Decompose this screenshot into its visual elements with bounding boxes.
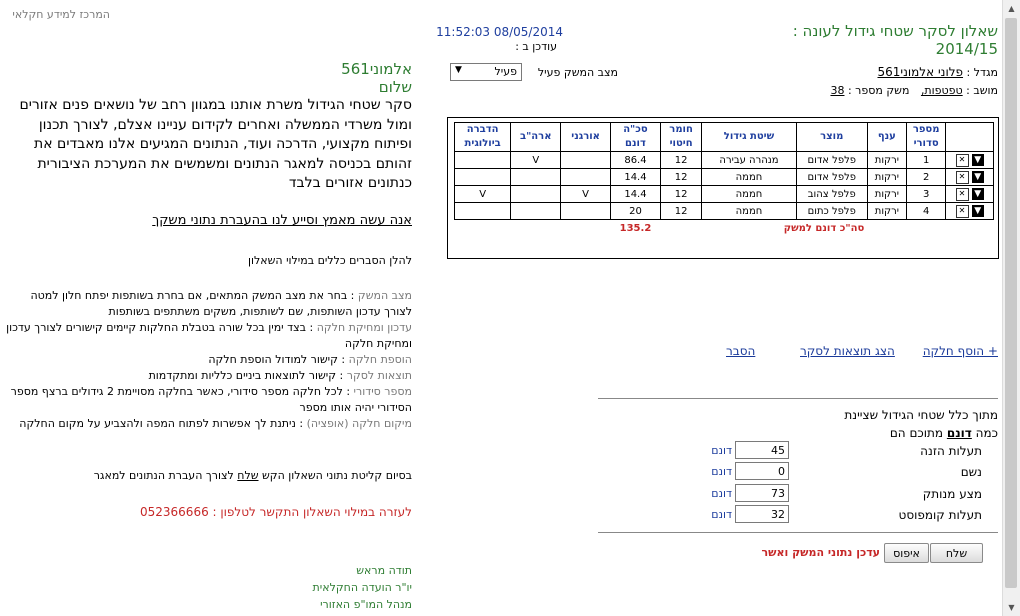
explanation-text: : קישור לתוצאות ביניים כלליות ומתקדמות	[148, 369, 347, 382]
moshav-row	[758, 84, 998, 97]
edit-icon[interactable]: ▼	[972, 154, 984, 166]
summary-item-unit: דונם	[711, 487, 732, 500]
greeting: אלמוני561 שלום	[341, 60, 412, 96]
cell-serial: 1	[907, 152, 946, 169]
cell-product: פלפל כתום	[796, 203, 867, 220]
row-actions	[946, 152, 994, 169]
explanation-text: : בצד ימין בכל שורה בטבלת החלקות קיימים קישורים לצורך עדכון ומחיקת חלקה	[6, 321, 412, 350]
plots-table-frame	[447, 117, 999, 259]
cell-total: 86.4	[611, 152, 661, 169]
moshav-name: טפטפות,	[920, 84, 963, 97]
cell-total: 14.4	[611, 169, 661, 186]
add-plot-link[interactable]: + הוסף חלקה	[922, 344, 998, 358]
cell-serial: 4	[907, 203, 946, 220]
explanation-item	[4, 288, 412, 320]
farm-number: 38	[830, 84, 845, 97]
send-note-pre: בסיום קליטת נתוני השאלון הקש	[258, 469, 412, 482]
delete-icon[interactable]: ✕	[956, 205, 969, 218]
summary-item-label: נשם	[960, 465, 982, 479]
send-note	[4, 469, 412, 482]
signature	[200, 562, 412, 613]
cell-organic	[561, 152, 611, 169]
col-usa: ארה"ב	[511, 123, 561, 152]
cell-usa	[511, 203, 561, 220]
explanation-term: מספר סידורי	[353, 385, 412, 398]
cell-usa	[511, 169, 561, 186]
edit-icon[interactable]: ▼	[972, 188, 984, 200]
farm-status-select[interactable]	[450, 63, 522, 81]
explanation-item	[4, 384, 412, 416]
summary-item-label: תעלות קומפוסט	[898, 508, 982, 522]
cell-method: חממה	[702, 169, 796, 186]
appeal-text: אנה עשה מאמץ וסייע לנו בהעברת נתוני משקך	[152, 213, 412, 228]
col-product: מוצר	[796, 123, 867, 152]
last-updated-value: 11:52:03 08/05/2014	[436, 25, 563, 39]
table-header-row	[455, 123, 994, 152]
org-name: המרכז למידע חקלאי	[12, 8, 110, 21]
col-total: סכ"ה דונם	[611, 123, 661, 152]
summary-line2	[798, 426, 998, 440]
send-note-link: שלח	[237, 469, 259, 482]
reset-button[interactable]: איפוס	[884, 543, 929, 563]
summary-item-label: תעלות הזנה	[920, 444, 982, 458]
summary-line2-bold: דונם	[946, 426, 972, 440]
intro-text: סקר שטחי הגידול משרת אותנו במגוון רחב של נושאים פנים אזורים ומול משרדי הממשלה ואחרים לקידום עניינו אצלם, לצורך תכנון ופיתוח מקצועי, הדרכה ועוד, הנתונים המגיעים אלנו מאבדים את זהותם בכניסה למאגר הנתונים ומשמשים את המערכת הציבורית כנתונים אזורים בלבד	[19, 97, 412, 191]
scroll-thumb[interactable]	[1005, 18, 1017, 588]
cell-bio	[455, 152, 511, 169]
cell-branch: ירקות	[867, 152, 906, 169]
cell-method: חממה	[702, 186, 796, 203]
col-disinfect: חומר חיטוי	[660, 123, 701, 152]
cell-disinfect: 12	[660, 186, 701, 203]
update-note: עדכן נתוני המשק ואשר	[761, 546, 880, 559]
cell-bio	[455, 169, 511, 186]
explanation-item	[4, 416, 412, 432]
table-row	[455, 169, 994, 186]
divider-top	[598, 398, 998, 399]
last-updated-label: עודכן ב :	[515, 40, 557, 53]
row-actions	[946, 203, 994, 220]
scroll-up-icon[interactable]: ▲	[1008, 4, 1015, 13]
summary-line2-post: מתוכם הם	[889, 426, 947, 440]
explain-title: להלן הסברים כללים במילוי השאלון	[248, 254, 412, 267]
grower-row	[838, 65, 998, 79]
summary-item-label: מצע מנותק	[922, 487, 982, 501]
table-row	[455, 152, 994, 169]
signature-line: מנהל המו"פ האזורי	[320, 598, 412, 611]
col-method: שיטת גידול	[702, 123, 796, 152]
delete-icon[interactable]: ✕	[956, 154, 969, 167]
cell-usa: V	[511, 152, 561, 169]
scroll-down-icon[interactable]: ▼	[1008, 603, 1015, 612]
explain-link[interactable]: הסבר	[726, 344, 756, 358]
cell-organic: V	[561, 186, 611, 203]
farm-status-label: מצב המשק פעיל	[537, 66, 618, 79]
col-serial: מספר סדורי	[907, 123, 946, 152]
explanation-text: : קישור למודול הוספת חלקה	[208, 353, 349, 366]
explanation-text: : לכל חלקה מספר סידורי, כאשר בחלקה מסויימת 2 גידולים ברצף מספר הסידורי יהיה אותו מספר	[10, 385, 412, 414]
explanation-term: הוספת חלקה	[348, 353, 412, 366]
explanations-list	[4, 288, 412, 432]
summary-item-unit: דונם	[711, 465, 732, 478]
chevron-down-icon: ▼	[455, 65, 462, 75]
summary-item-unit: דונם	[711, 444, 732, 457]
summary-item-input[interactable]: 73	[735, 484, 789, 502]
cell-usa	[511, 186, 561, 203]
cell-disinfect: 12	[660, 203, 701, 220]
send-button[interactable]: שלח	[930, 543, 983, 563]
grower-label: מגדל :	[966, 66, 998, 79]
farm-status-value: פעיל	[494, 65, 517, 78]
cell-method: מנהרה עבירה	[702, 152, 796, 169]
help-phone: לעזרה במילוי השאלון התקשר לטלפון : 052366666	[140, 505, 412, 519]
moshav-label: מושב :	[966, 84, 998, 97]
cell-disinfect: 12	[660, 169, 701, 186]
cell-branch: ירקות	[867, 186, 906, 203]
table-total-row	[455, 220, 994, 237]
divider-bottom	[598, 532, 998, 533]
cell-disinfect: 12	[660, 152, 701, 169]
col-organic: אורגני	[561, 123, 611, 152]
explanation-item	[4, 352, 412, 368]
table-row	[455, 203, 994, 220]
summary-line2-pre: כמה	[971, 426, 998, 440]
show-results-link[interactable]: הצג תוצאות לסקר	[800, 344, 895, 358]
col-branch: ענף	[867, 123, 906, 152]
summary-line1: מתוך כלל שטחי הגידול שציינת	[844, 408, 998, 422]
explanation-text: : ניתנת לך אפשרות לפתוח המפה ולהצביע על מקום החלקה	[19, 417, 307, 430]
cell-organic	[561, 203, 611, 220]
cell-serial: 3	[907, 186, 946, 203]
summary-item-input[interactable]: 32	[735, 505, 789, 523]
edit-icon[interactable]: ▼	[972, 205, 984, 217]
summary-item-input[interactable]: 0	[735, 462, 789, 480]
cell-method: חממה	[702, 203, 796, 220]
explanation-term: מיקום חלקה (אופציה)	[306, 417, 412, 430]
row-actions	[946, 186, 994, 203]
col-actions	[946, 123, 994, 152]
cell-product: פלפל צהוב	[796, 186, 867, 203]
delete-icon[interactable]: ✕	[956, 171, 969, 184]
explanation-item	[4, 320, 412, 352]
farm-number-label: משק מספר :	[847, 84, 910, 97]
delete-icon[interactable]: ✕	[956, 188, 969, 201]
explanation-text: : בחר את מצב המשק המתאים, אם בחרת בשותפות יפתח חלון למטה לצורך עדכון השותפות, שם לשותפות, משקים משתתפים בשותפות	[30, 289, 412, 318]
grower-name: פלוני אלמוני561	[877, 65, 964, 79]
signature-line: תודה מראש	[356, 564, 412, 577]
page-title: שאלון לסקר שטחי גידול לעונה : 2014/15	[792, 22, 998, 58]
explanation-term: מצב המשק	[357, 289, 412, 302]
edit-icon[interactable]: ▼	[972, 171, 984, 183]
summary-item-unit: דונם	[711, 508, 732, 521]
table-row	[455, 186, 994, 203]
explanation-item	[4, 368, 412, 384]
cell-total: 20	[611, 203, 661, 220]
cell-product: פלפל אדום	[796, 169, 867, 186]
explanation-term: עדכון ומחיקת חלקה	[316, 321, 412, 334]
cell-organic	[561, 169, 611, 186]
explanation-term: תוצאות לסקר	[346, 369, 412, 382]
col-bio: הדברה ביולוגית	[455, 123, 511, 152]
last-updated	[413, 25, 563, 53]
cell-bio: V	[455, 186, 511, 203]
total-label: סה"כ דונם למשק	[783, 222, 865, 234]
cell-branch: ירקות	[867, 169, 906, 186]
vertical-scrollbar[interactable]	[1002, 0, 1020, 616]
cell-branch: ירקות	[867, 203, 906, 220]
cell-total: 14.4	[611, 186, 661, 203]
cell-product: פלפל אדום	[796, 152, 867, 169]
signature-line: יו"ר הועדה החקלאית	[312, 581, 412, 594]
send-note-post: לצורך העברת הנתונים למאגר	[93, 469, 238, 482]
cell-serial: 2	[907, 169, 946, 186]
total-value: 135.2	[619, 222, 652, 234]
row-actions	[946, 169, 994, 186]
plots-table	[454, 122, 994, 236]
cell-bio	[455, 203, 511, 220]
summary-item-input[interactable]: 45	[735, 441, 789, 459]
